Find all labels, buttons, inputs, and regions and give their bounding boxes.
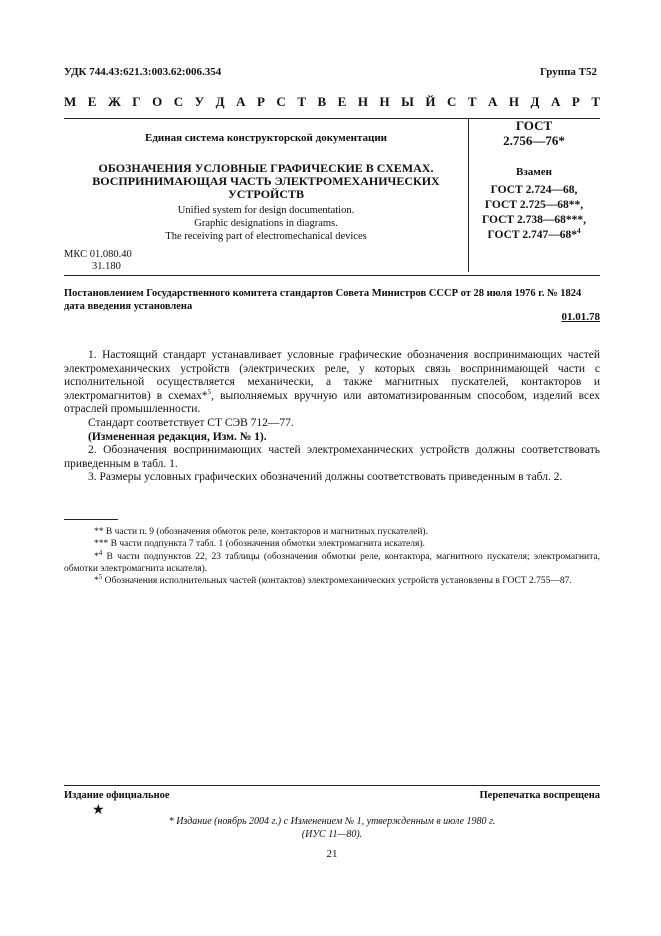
- footnote: ** В части п. 9 (обозначения обмоток реле, контакторов и магнитных пускателей).: [94, 527, 428, 537]
- replaced-item: ГОСТ 2.725—68**,: [484, 199, 584, 211]
- udk-code: УДК 744.43:621.3:003.62:006.354: [64, 66, 222, 78]
- page-number: 21: [326, 848, 338, 860]
- footer-rule: [64, 785, 600, 786]
- state-standard-text: М Е Ж Г О С У Д А Р С Т В Е Н Н Ы Й С Т А Н Д А Р Т: [64, 94, 600, 109]
- mks-line: 31.180: [92, 261, 121, 272]
- edition-line: * Издание (ноябрь 2004 г.) с Изменением № 1, утвержденным в июле 1980 г.: [168, 816, 496, 827]
- title-line: ОБОЗНАЧЕНИЯ УСЛОВНЫЕ ГРАФИЧЕСКИЕ В СХЕМАХ.: [98, 161, 434, 175]
- paragraph-1: 1. Настоящий стандарт устанавливает условные графические обозначения воспринимающих частей электромеханических устройств (электрических реле, у которых связь воспринимающей части с исполнительной осуществляется механически, а также магнитных пускателей, контакторов и электромагнитов) в схемах*$^5$, выполняемых вручную или автоматизированным способом, изделий всех отраслей промышленности.: [64, 349, 600, 416]
- body-text: [64, 349, 600, 485]
- paragraph-2: 2. Обозначения воспринимающих частей электромеханических устройств должны соответствовать приведенным в табл. 1.: [64, 444, 600, 470]
- mks-line: МКС 01.080.40: [64, 249, 132, 260]
- english-line: Graphic designations in diagrams.: [194, 218, 338, 229]
- gost-number: 2.756—76*: [503, 133, 565, 148]
- paragraph-amendment: (Измененная редакция, Изм. № 1).: [88, 430, 267, 443]
- english-line: The receiving part of electromechanical devices: [165, 231, 367, 242]
- replaced-item: ГОСТ 2.724—68,: [490, 184, 578, 196]
- english-title: [64, 204, 468, 243]
- paragraph-3: 3. Размеры условных графических обозначений должны соответствовать приведенным в табл. 2.: [88, 471, 563, 484]
- footnote: *** В части подпункта 7 табл. 1 (обозначения обмотки электромагнита искателя).: [94, 539, 425, 550]
- footnotes: [64, 526, 600, 587]
- system-name: Единая система конструкторской документации: [145, 132, 387, 144]
- group-code: Группа Т52: [539, 66, 597, 78]
- introduction-date: 01.01.78: [561, 311, 600, 323]
- replaced-item: ГОСТ 2.738—68***,: [482, 214, 586, 226]
- standard-title: [64, 162, 468, 201]
- replaced-standards: [468, 183, 600, 243]
- official-edition-label: Издание официальное: [64, 790, 170, 801]
- gost-label: ГОСТ: [515, 118, 553, 133]
- state-standard-banner: [64, 94, 600, 110]
- star-icon: ★: [92, 803, 105, 818]
- mks-code: [64, 249, 132, 273]
- instead-label: Взамен: [516, 166, 552, 178]
- gost-designation: [468, 118, 600, 148]
- footnote: *$^5$ Обозначения исполнительных частей (контактов) электромеханических устройств установлены в ГОСТ 2.755—87.: [94, 573, 572, 587]
- english-line: Unified system for design documentation.: [177, 205, 355, 216]
- replaced-item: ГОСТ 2.747—68*$^4$: [487, 227, 581, 241]
- footnote-rule: [64, 519, 118, 520]
- reprint-prohibited-label: Перепечатка воспрещена: [479, 790, 600, 801]
- header-bottom-rule: [64, 275, 600, 276]
- footnote: *$^4$ В части подпунктов 22, 23 таблицы (обозначения обмотки реле, контактора, магнитного пускателя; электромагнита, обмотки электромагнита искателя).: [64, 548, 600, 574]
- title-line: ВОСПРИНИМАЮЩАЯ ЧАСТЬ ЭЛЕКТРОМЕХАНИЧЕСКИХ: [92, 174, 440, 188]
- decree-text: Постановлением Государственного комитета стандартов Совета Министров СССР от 28 июля 1976 г. № 1824 дата введения установлена: [64, 288, 582, 312]
- title-line: УСТРОЙСТВ: [227, 187, 305, 201]
- edition-line: (ИУС 11—80).: [301, 829, 363, 840]
- paragraph-sev: Стандарт соответствует СТ СЭВ 712—77.: [88, 416, 294, 429]
- edition-note: [64, 815, 600, 841]
